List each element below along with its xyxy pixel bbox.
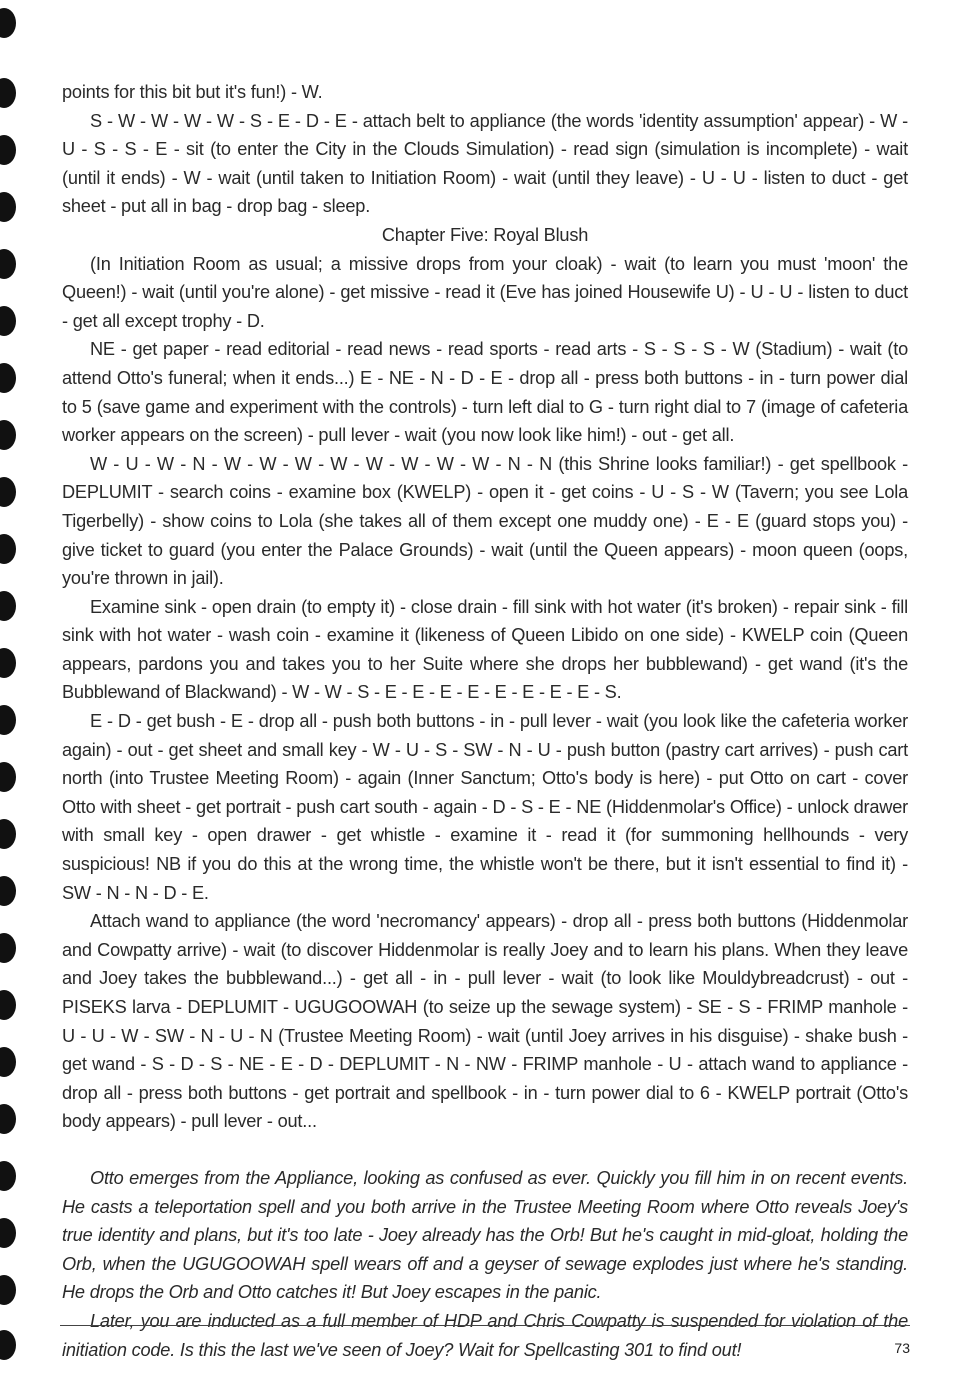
binding-hole	[0, 534, 16, 564]
binding-hole	[0, 648, 16, 678]
binding-hole	[0, 249, 16, 279]
binding-hole	[0, 1047, 16, 1077]
binding-hole	[0, 591, 16, 621]
paragraph: W - U - W - N - W - W - W - W - W - W - W - W - N - N (this Shrine looks familiar!) - get spellbook - DEPLUMIT - search coins - examine box (KWELP) - open it - get coins - U - S - W (Tavern; you see Lola Tigerbelly) - show coins to Lola (she takes all of them except one muddy one) - E - E (guard stops you) - give ticket to guard (you enter the Palace Grounds) - wait (until the Queen appears) - moon queen (oops, you're thrown in jail).	[62, 453, 908, 589]
binding-hole	[0, 762, 16, 792]
binding-hole	[0, 876, 16, 906]
binding-hole	[0, 192, 16, 222]
binding-hole	[0, 78, 16, 108]
binding-hole	[0, 1330, 16, 1360]
ending-paragraph: Otto emerges from the Appliance, looking as confused as ever. Quickly you fill him in on recent events. He casts a teleportation spell and you both arrive in the Trustee Meeting Room where Otto reveals Joey's true identity and plans, but it's too late - Joey already has the Orb! But he's caught in mid-gloat, holding the Orb, when the UGUGOOWAH spell wears off and a geyser of sewage explodes just where he's standing. He drops the Orb and Otto catches it! But Joey escapes in the panic.	[62, 1167, 908, 1303]
binding-hole	[0, 1275, 16, 1305]
paragraph: E - D - get bush - E - drop all - push both buttons - in - pull lever - wait (you look like the cafeteria worker again) - out - get sheet and small key - W - U - S - SW - N - U - push button (pastry cart arrives) - push cart north (into Trustee Meeting Room) - again (Inner Sanctum; Otto's body is here) - put Otto on cart - cover Otto with sheet - get portrait - push cart south - again - D - S - E - NE (Hiddenmolar's Office) - unlock drawer with small key - open drawer - get whistle - examine it - read it (for summoning hellhounds - very suspicious! NB if you do this at the wrong time, the whistle won't be there, but it isn't essential to find it) - SW - N - N - D - E.	[62, 711, 908, 903]
binding-hole	[0, 1104, 16, 1134]
page-number: 73	[894, 1340, 910, 1356]
paragraph: Examine sink - open drain (to empty it) - close drain - fill sink with hot water (it's broken) - repair sink - fill sink with hot water - wash coin - examine it (likeness of Queen Libido on one side) - KWELP coin (Queen appears, pardons you and takes you to her Suite where she drops her bubblewand) - get wand (it's the Bubblewand of Blackwand) - W - W - S - E - E - E - E - E - E - E - E - S.	[62, 596, 908, 703]
binding-hole	[0, 1161, 16, 1191]
footer-rule	[60, 1325, 910, 1326]
binding-hole	[0, 705, 16, 735]
walkthrough-text	[62, 78, 908, 1364]
ending-paragraph: Later, you are inducted as a full member of HDP and Chris Cowpatty is suspended for violation of the initiation code. Is this the last we've seen of Joey? Wait for Spellcasting 301 to find out!	[62, 1310, 908, 1360]
binding-hole	[0, 933, 16, 963]
binding-hole	[0, 363, 16, 393]
chapter-heading: Chapter Five: Royal Blush	[381, 224, 589, 245]
binding-hole	[0, 420, 16, 450]
binding-hole	[0, 990, 16, 1020]
paragraph: (In Initiation Room as usual; a missive drops from your cloak) - wait (to learn you must 'moon' the Queen!) - wait (until you're alone) - get missive - read it (Eve has joined Housewife U) - U - U - listen to duct - get all except trophy - D.	[62, 253, 908, 331]
binding-hole	[0, 135, 16, 165]
binding-hole	[0, 1218, 16, 1248]
paragraph: NE - get paper - read editorial - read news - read sports - read arts - S - S - S - W (Stadium) - wait (to attend Otto's funeral; when it ends...) E - NE - N - D - E - drop all - press both buttons - in - turn power dial to 5 (save game and experiment with the controls) - turn left dial to G - turn right dial to 7 (image of cafeteria worker appears on the screen) - pull lever - wait (you now look like him!) - out - get all.	[62, 339, 908, 446]
binding-hole	[0, 819, 16, 849]
binding-hole	[0, 477, 16, 507]
paragraph: S - W - W - W - W - S - E - D - E - attach belt to appliance (the words 'identity assumption' appear) - W - U - S - S - E - sit (to enter the City in the Clouds Simulation) - read sign (simulation is incomplete) - wait (until it ends) - W - wait (until taken to Initiation Room) - wait (until they leave) - U - U - listen to duct - get sheet - put all in bag - drop bag - sleep.	[62, 110, 908, 217]
binding-holes	[0, 0, 30, 1375]
paragraph: points for this bit but it's fun!) - W.	[62, 82, 323, 102]
binding-hole	[0, 8, 16, 38]
paragraph: Attach wand to appliance (the word 'necromancy' appears) - drop all - press both buttons (Hiddenmolar and Cowpatty arrive) - wait (to discover Hiddenmolar is really Joey and to learn his plans. When they leave and Joey takes the bubblewand...) - get all - in - pull lever - wait (to look like Mouldybreadcrust) - out - PISEKS larva - DEPLUMIT - UGUGOOWAH (to seize up the sewage system) - SE - S - FRIMP manhole - U - U - W - SW - N - U - N (Trustee Meeting Room) - wait (until Joey arrives in his disguise) - shake bush - get wand - S - D - S - NE - E - D - DEPLUMIT - N - NW - FRIMP manhole - U - attach wand to appliance - drop all - press both buttons - get portrait and spellbook - in - turn power dial to 6 - KWELP portrait (Otto's body appears) - pull lever - out...	[62, 911, 908, 1132]
binding-hole	[0, 306, 16, 336]
